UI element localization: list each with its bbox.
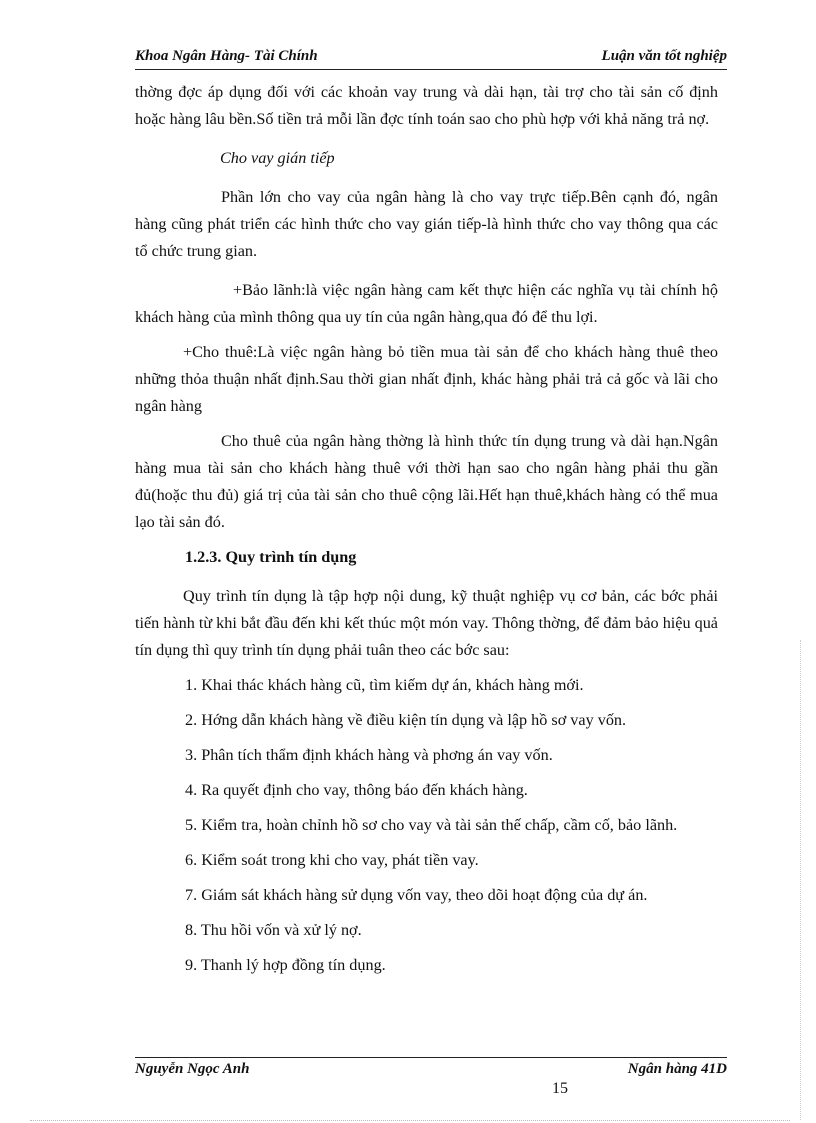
step-item: 6. Kiểm soát trong khi cho vay, phát tiền vay.: [185, 851, 479, 869]
page-number: 15: [552, 1080, 568, 1097]
page-footer: [135, 1061, 727, 1081]
header-faculty: Khoa Ngân Hàng- Tài Chính: [135, 48, 318, 64]
section-heading: 1.2.3. Quy trình tín dụng: [185, 548, 357, 566]
step-item: 2. Hớng dẫn khách hàng về điều kiện tín dụng và lập hồ sơ vay vốn.: [185, 711, 627, 729]
step-item: 9. Thanh lý hợp đồng tín dụng.: [185, 956, 386, 974]
page-border-dots-vertical: [800, 640, 801, 1120]
document-body: [135, 79, 718, 979]
paragraph-1: thờng đợc áp dụng đối với các khoản vay trung và dài hạn, tài trợ cho tài sản cố định hoặc hàng lâu bền.Số tiền trả mỗi lần đợc tính toán sao cho phù hợp với khả năng trả nợ.: [135, 83, 718, 128]
step-item: 7. Giám sát khách hàng sử dụng vốn vay, theo dõi hoạt động của dự án.: [185, 886, 648, 904]
header-rule: [135, 69, 727, 70]
step-item: 3. Phân tích thẩm định khách hàng và phơng án vay vốn.: [185, 746, 553, 764]
step-item: 5. Kiểm tra, hoàn chỉnh hồ sơ cho vay và tài sản thế chấp, cầm cố, bảo lãnh.: [185, 816, 678, 834]
footer-class: Ngân hàng 41D: [627, 1061, 727, 1077]
step-item: 8. Thu hồi vốn và xử lý nợ.: [185, 921, 362, 939]
step-item: 4. Ra quyết định cho vay, thông báo đến khách hàng.: [185, 781, 528, 799]
page-border-dots: [30, 1120, 790, 1121]
page-header: [135, 46, 727, 68]
paragraph-2: Phần lớn cho vay của ngân hàng là cho vay trực tiếp.Bên cạnh đó, ngân hàng cũng phát triển các hình thức cho vay gián tiếp-là hình thức cho vay thông qua các tổ chức trung gian.: [135, 188, 718, 260]
paragraph-guarantee: +Bảo lãnh:là việc ngân hàng cam kết thực hiện các nghĩa vụ tài chính hộ khách hàng của mình thông qua uy tín của ngân hàng,qua đó để thu lợi.: [135, 281, 718, 326]
subheading-indirect-lending: Cho vay gián tiếp: [220, 149, 335, 167]
step-item: 1. Khai thác khách hàng cũ, tìm kiếm dự án, khách hàng mới.: [185, 676, 584, 694]
paragraph-leasing: +Cho thuê:Là việc ngân hàng bỏ tiền mua tài sản để cho khách hàng thuê theo những thỏa thuận nhất định.Sau thời gian nhất định, khác hàng phải trả cả gốc và lãi cho ngân hàng: [135, 343, 718, 415]
paragraph-leasing-detail: Cho thuê của ngân hàng thờng là hình thức tín dụng trung và dài hạn.Ngân hàng mua tài sản cho khách hàng thuê với thời hạn sao cho ngân hàng phải thu gần đủ(hoặc thu đủ) giá trị của tài sản cho thuê cộng lãi.Hết hạn thuê,khách hàng có thể mua lạo tài sản đó.: [135, 432, 718, 531]
footer-rule: [135, 1057, 727, 1058]
footer-author: Nguyễn Ngọc Anh: [135, 1061, 250, 1077]
paragraph-credit-process: Quy trình tín dụng là tập hợp nội dung, kỹ thuật nghiệp vụ cơ bản, các bớc phải tiến hành từ khi bắt đầu đến khi kết thúc một món vay. Thông thờng, để đảm bảo hiệu quả tín dụng thì quy trình tín dụng phải tuân theo các bớc sau:: [135, 587, 718, 659]
header-thesis-label: Luận văn tốt nghiệp: [601, 48, 727, 64]
